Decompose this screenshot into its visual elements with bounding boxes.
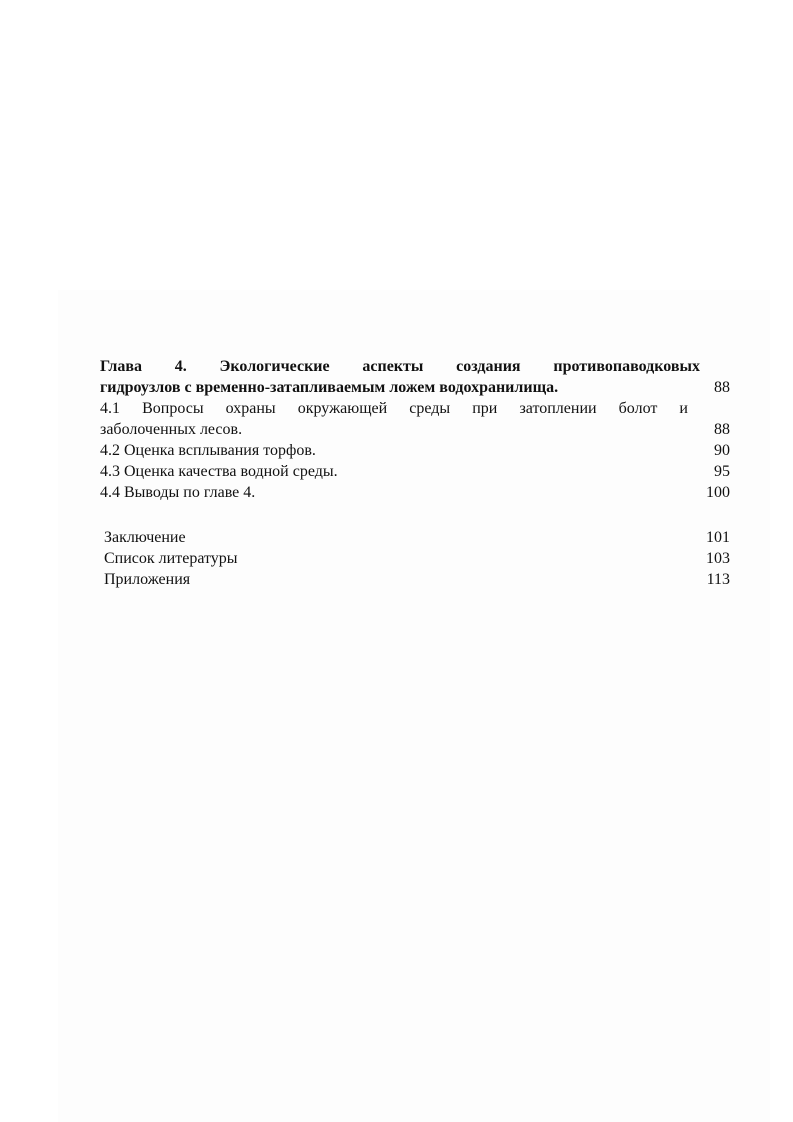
section-4-4-title: 4.4 Выводы по главе 4.	[100, 484, 256, 501]
section-4-3-page: 95	[714, 463, 730, 480]
chapter-4-entry	[100, 377, 730, 398]
chapter-4-title-line-2: гидроузлов с временно-затапливаемым ложем водохранилища.	[100, 379, 559, 396]
chapter-4-title-line-1: Глава 4. Экологические аспекты создания противопаводковых	[100, 358, 700, 375]
section-4-1-line-1: 4.1 Вопросы охраны окружающей среды при затоплении болот и	[100, 400, 688, 417]
references-page: 103	[706, 550, 730, 567]
section-4-2-entry	[100, 440, 730, 461]
references-entry	[100, 548, 730, 569]
section-4-2-page: 90	[714, 442, 730, 459]
section-4-2-title: 4.2 Оценка всплывания торфов.	[100, 442, 316, 459]
conclusion-entry	[100, 527, 730, 548]
section-4-3-title: 4.3 Оценка качества водной среды.	[100, 463, 338, 480]
section-4-1-line-2: заболоченных лесов.	[100, 421, 243, 438]
appendices-page: 113	[706, 571, 730, 588]
section-4-4-page: 100	[706, 484, 730, 501]
appendices-title: Приложения	[104, 571, 191, 588]
references-title: Список литературы	[104, 550, 238, 567]
conclusion-title: Заключение	[104, 529, 186, 546]
chapter-4-page: 88	[714, 379, 730, 396]
table-of-contents	[100, 356, 730, 590]
section-4-3-entry	[100, 461, 730, 482]
conclusion-page: 101	[706, 529, 730, 546]
appendices-entry	[100, 569, 730, 590]
section-4-1-page: 88	[714, 421, 730, 438]
spacer	[100, 503, 730, 527]
section-4-1-entry	[100, 419, 730, 440]
section-4-4-entry	[100, 482, 730, 503]
